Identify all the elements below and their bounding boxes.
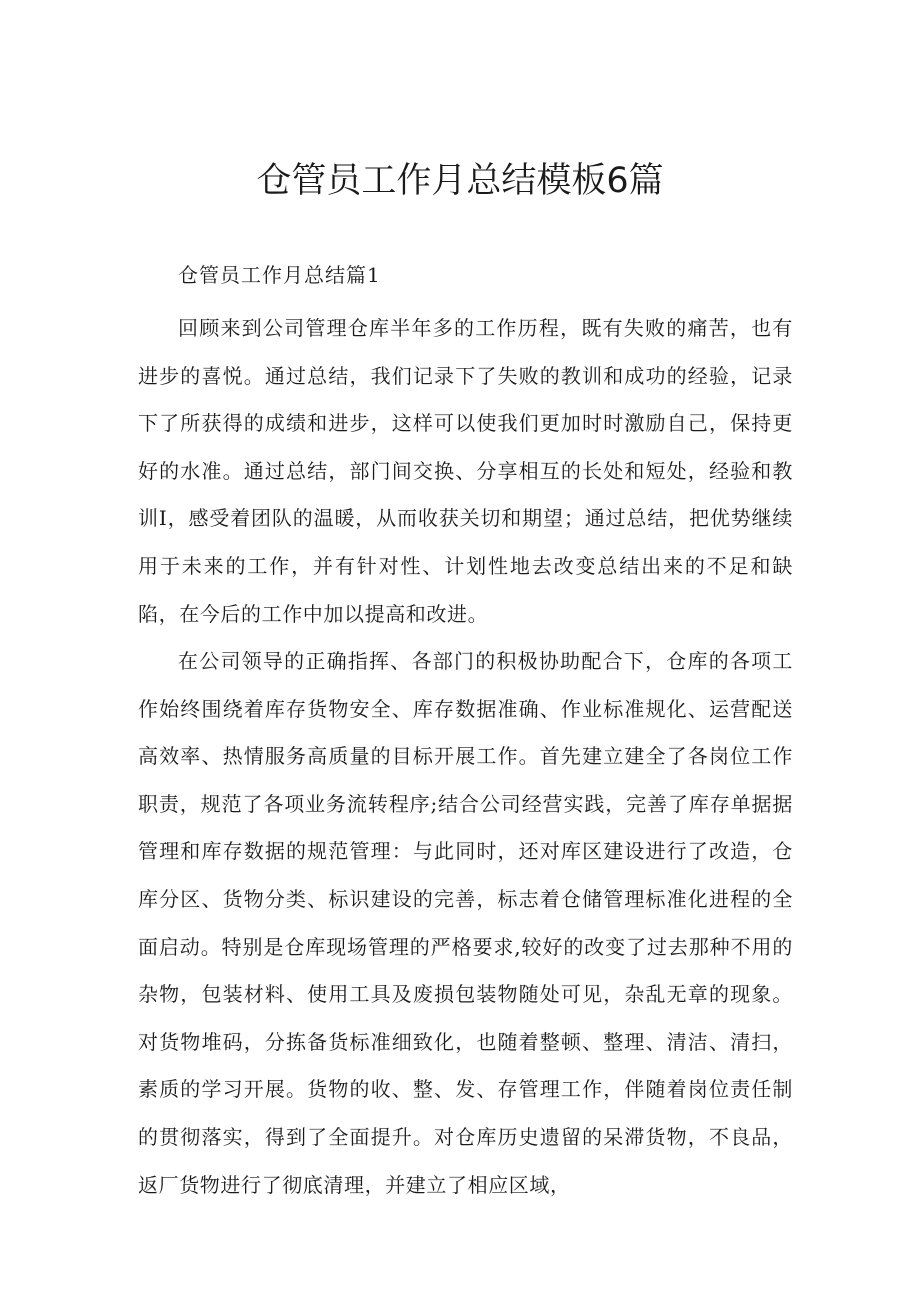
paragraph-1: 回顾来到公司管理仓库半年多的工作历程，既有失败的痛苦，也有进步的喜悦。通过总结，我们记录下了失败的教训和成功的经验，记录下了所获得的成绩和进步，这样可以使我们更加时时激励自己，保持更好的水准。通过总结，部门间交换、分享相互的长处和短处，经验和教训I，感受着团队的温暖，从而收获关切和期望；通过总结，把优势继续用于未来的工作，并有针对性、计划性地去改变总结出来的不足和缺陷，在今后的工作中加以提高和改进。 — [138, 316, 793, 626]
document-title: 仓管员工作月总结模板6篇 — [256, 161, 664, 201]
paragraph-2: 在公司领导的正确指挥、各部门的积极协助配合下，仓库的各项工作始终围绕着库存货物安全、库存数据准确、作业标准规化、运营配送高效率、热情服务高质量的目标开展工作。首先建立建全了各岗位工作职责，规范了各项业务流转程序;结合公司经营实践，完善了库存单据据管理和库存数据的规范管理：与此同时，还对库区建设进行了改造，仓库分区、货物分类、标识建设的完善，标志着仓储管理标准化进程的全面启动。特别是仓库现场管理的严格要求,较好的改变了过去那种不用的杂物，包装材料、使用工具及废损包装物随处可见，杂乱无章的现象。对货物堆码，分拣备货标准细致化，也随着整顿、整理、清洁、清扫，素质的学习开展。货物的收、整、发、存管理工作，伴随着岗位责任制的贯彻落实，得到了全面提升。对仓库历史遗留的呆滞货物，不良品，返厂货物进行了彻底清理，并建立了相应区域， — [138, 649, 793, 1197]
section-heading: 仓管员工作月总结篇1 — [178, 263, 381, 287]
